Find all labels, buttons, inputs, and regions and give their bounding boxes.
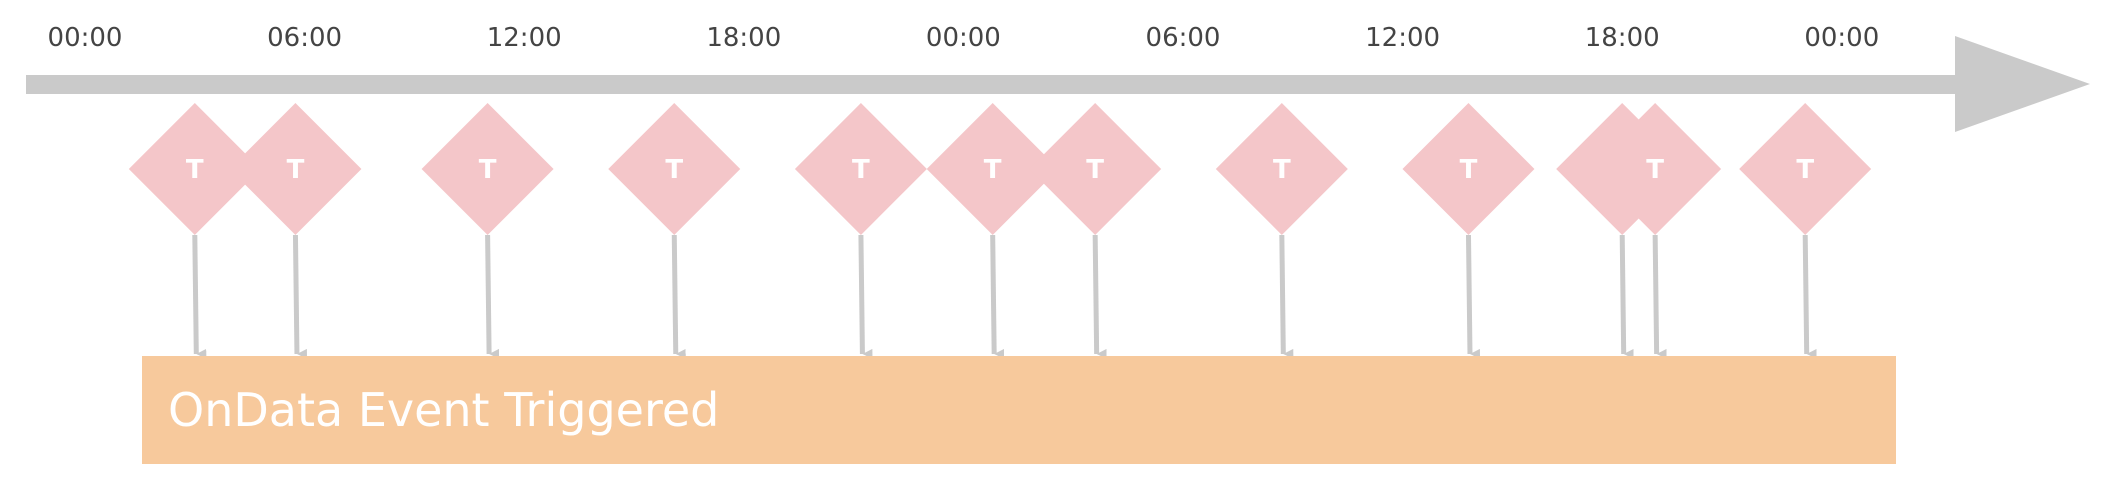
connector-arrow: [993, 235, 995, 354]
connector-arrow: [861, 235, 863, 354]
connector-arrow: [488, 235, 490, 354]
axis-label: 12:00: [486, 23, 562, 53]
connector-arrow: [1282, 235, 1284, 354]
tick-marker: [422, 103, 554, 235]
tick-marker-letter: T: [1646, 155, 1665, 185]
axis-label: 18:00: [706, 23, 782, 53]
tick-marker-letter: T: [286, 155, 305, 185]
connector-arrows: [195, 235, 1807, 354]
connector-arrow: [1622, 235, 1624, 354]
connector-arrow: [674, 235, 676, 354]
tick-marker: [229, 103, 361, 235]
tick-markers: [129, 103, 1871, 235]
tick-marker-letter: T: [1459, 155, 1478, 185]
axis-label: 12:00: [1365, 23, 1441, 53]
connector-arrow: [295, 235, 297, 354]
tick-marker-letter: T: [185, 155, 204, 185]
axis-label: 06:00: [1145, 23, 1221, 53]
tick-marker-letter: T: [852, 155, 870, 185]
axis-labels: [48, 23, 1880, 53]
axis-label: 00:00: [925, 23, 1001, 53]
connector-arrow: [1468, 235, 1470, 354]
tick-marker-letter: T: [1272, 155, 1291, 185]
tick-marker-letter: T: [983, 155, 1002, 185]
event-banner-label: OnData Event Triggered: [168, 383, 720, 437]
tick-marker-letter: T: [478, 155, 497, 185]
tick-marker: [795, 103, 927, 235]
axis-label: 00:00: [1804, 23, 1880, 53]
tick-marker: [1402, 103, 1534, 235]
connector-arrow: [1655, 235, 1657, 354]
axis-label: 00:00: [47, 23, 123, 53]
tick-marker: [1739, 103, 1871, 235]
tick-marker: [1216, 103, 1348, 235]
axis-label: 18:00: [1584, 23, 1660, 53]
connector-arrow: [195, 235, 197, 354]
tick-marker: [608, 103, 740, 235]
tick-marker-letter: T: [665, 155, 684, 185]
tick-marker: [1029, 103, 1161, 235]
tick-marker-letter: T: [1796, 155, 1815, 185]
axis-label: 06:00: [267, 23, 343, 53]
timeline-bar: [26, 75, 1960, 94]
connector-arrow: [1805, 235, 1807, 354]
event-banner: [142, 356, 1896, 464]
tick-marker-letter: T: [1086, 155, 1105, 185]
timeline-arrowhead: [1955, 36, 2090, 132]
connector-arrow: [1095, 235, 1097, 354]
